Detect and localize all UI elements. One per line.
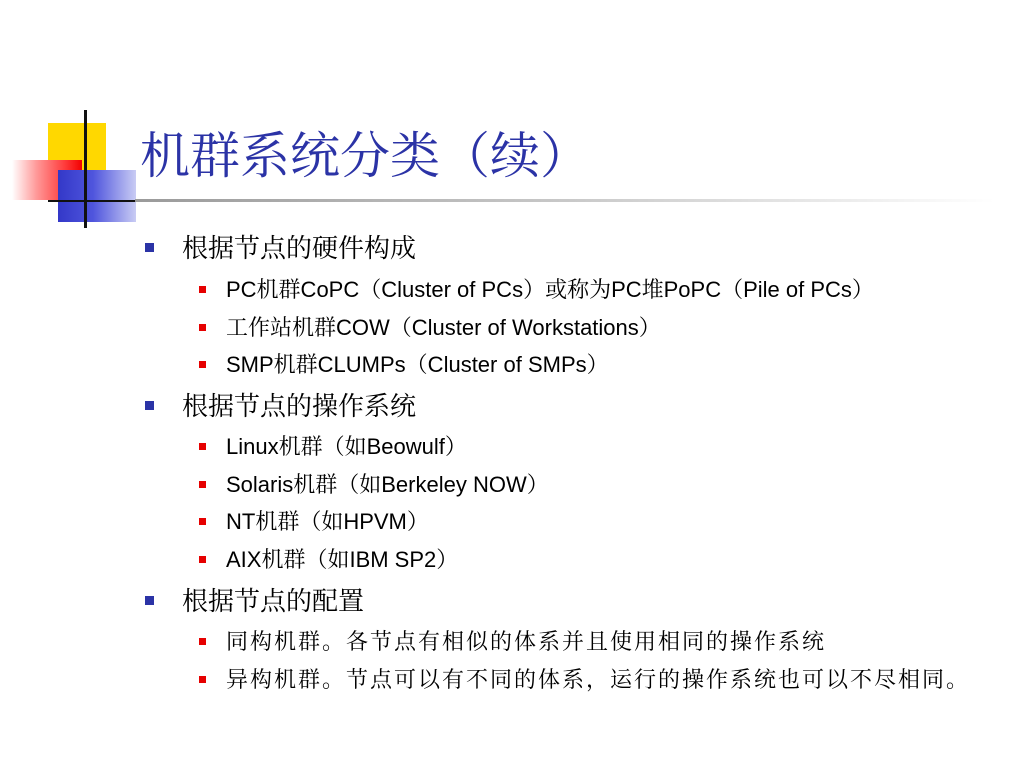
section-heading [145, 232, 416, 266]
list-item-text: 同构机群。各节点有相似的体系并且使用相同的操作系统 [226, 630, 827, 655]
decorative-blue-gradient-block [58, 170, 136, 222]
section-heading [145, 390, 416, 424]
section-heading-text: 根据节点的操作系统 [182, 392, 417, 422]
small-square-bullet-icon [199, 518, 206, 525]
square-bullet-icon [145, 596, 154, 605]
list-item [199, 313, 661, 343]
title-underline [135, 199, 995, 202]
list-item [199, 545, 458, 575]
section-heading-text: 根据节点的配置 [182, 587, 365, 617]
list-item [199, 507, 429, 537]
small-square-bullet-icon [199, 481, 206, 488]
list-item-text: Linux机群（如Beowulf） [226, 434, 467, 459]
list-item-text: PC机群CoPC（Cluster of PCs）或称为PC堆PoPC（Pile of PCs） [226, 277, 874, 302]
small-square-bullet-icon [199, 676, 206, 683]
slide-title: 机群系统分类（续） [140, 127, 590, 185]
small-square-bullet-icon [199, 286, 206, 293]
small-square-bullet-icon [199, 443, 206, 450]
list-item [199, 432, 467, 462]
list-item-text: 工作站机群COW（Cluster of Workstations） [226, 315, 661, 340]
list-item-text: SMP机群CLUMPs（Cluster of SMPs） [226, 352, 609, 377]
section-heading [145, 585, 364, 619]
section-heading-text: 根据节点的硬件构成 [182, 234, 417, 264]
small-square-bullet-icon [199, 361, 206, 368]
list-item [199, 350, 609, 380]
list-item [199, 470, 549, 500]
list-item [199, 665, 1006, 696]
square-bullet-icon [145, 401, 154, 410]
list-item-text: AIX机群（如IBM SP2） [226, 547, 459, 572]
decorative-horizontal-line [48, 200, 140, 202]
list-item [199, 275, 874, 305]
small-square-bullet-icon [199, 324, 206, 331]
small-square-bullet-icon [199, 556, 206, 563]
list-item-text: 异构机群。节点可以有不同的体系，运行的操作系统也可以不尽相同。 [226, 668, 971, 693]
square-bullet-icon [145, 243, 154, 252]
list-item [199, 627, 826, 658]
list-item-text: NT机群（如HPVM） [226, 509, 429, 534]
list-item-text: Solaris机群（如Berkeley NOW） [226, 472, 549, 497]
small-square-bullet-icon [199, 638, 206, 645]
decorative-vertical-line [84, 110, 87, 228]
